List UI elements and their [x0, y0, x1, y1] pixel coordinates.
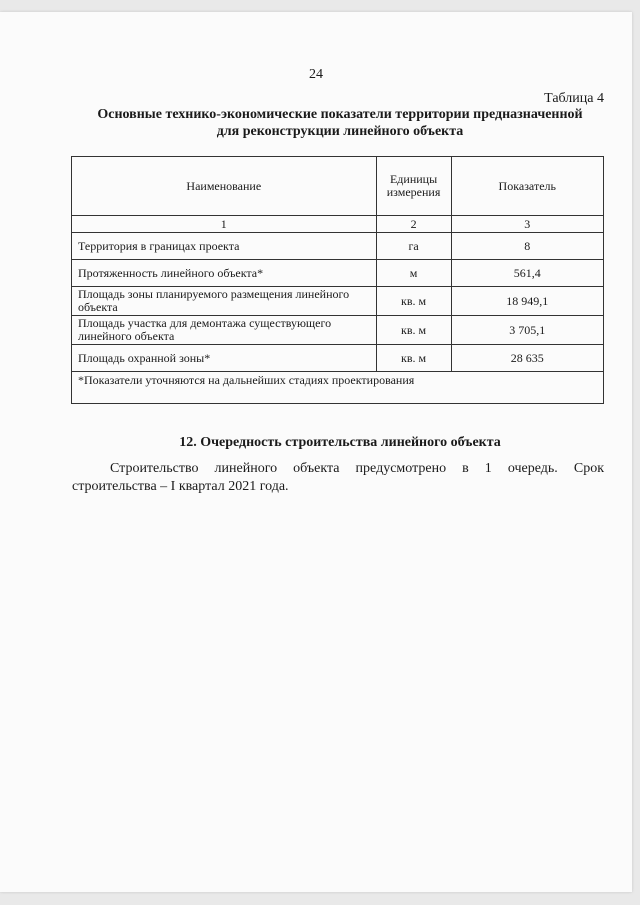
page-number: 24 — [309, 67, 323, 82]
row-unit: га — [376, 233, 451, 260]
row-value: 8 — [451, 233, 603, 260]
table-title-line-1: Основные технико-экономические показатели территории предназначенной — [97, 107, 583, 122]
indicators-table — [71, 156, 604, 404]
section-paragraph: Строительство линейного объекта предусмотрено в 1 очередь. Срок строительства – I квартал 2021 года. — [72, 461, 604, 494]
header-value: Показатель — [451, 157, 603, 216]
table-row — [72, 260, 604, 287]
row-unit: кв. м — [376, 287, 451, 316]
table-row — [72, 345, 604, 372]
header-name: Наименование — [72, 157, 377, 216]
column-number: 1 — [72, 216, 377, 233]
row-unit: кв. м — [376, 316, 451, 345]
column-number-row — [72, 216, 604, 233]
row-value: 3 705,1 — [451, 316, 603, 345]
section-heading: 12. Очередность строительства линейного объекта — [179, 435, 501, 450]
row-unit: кв. м — [376, 345, 451, 372]
row-value: 18 949,1 — [451, 287, 603, 316]
row-name: Площадь участка для демонтажа существующего линейного объекта — [72, 316, 377, 345]
row-name: Территория в границах проекта — [72, 233, 377, 260]
document-page — [0, 12, 632, 892]
column-number: 3 — [451, 216, 603, 233]
table-row — [72, 287, 604, 316]
column-number: 2 — [376, 216, 451, 233]
row-name: Площадь зоны планируемого размещения линейного объекта — [72, 287, 377, 316]
table-row — [72, 233, 604, 260]
table-title-line-2: для реконструкции линейного объекта — [216, 124, 464, 139]
table-footnote-row — [72, 372, 604, 404]
row-value: 561,4 — [451, 260, 603, 287]
table-label: Таблица 4 — [544, 91, 604, 106]
header-unit: Единицы измерения — [376, 157, 451, 216]
row-value: 28 635 — [451, 345, 603, 372]
table-header-row — [72, 157, 604, 216]
table-footnote: *Показатели уточняются на дальнейших стадиях проектирования — [72, 372, 604, 404]
table-title — [60, 106, 620, 140]
row-name: Протяженность линейного объекта* — [72, 260, 377, 287]
table-row — [72, 316, 604, 345]
row-name: Площадь охранной зоны* — [72, 345, 377, 372]
row-unit: м — [376, 260, 451, 287]
